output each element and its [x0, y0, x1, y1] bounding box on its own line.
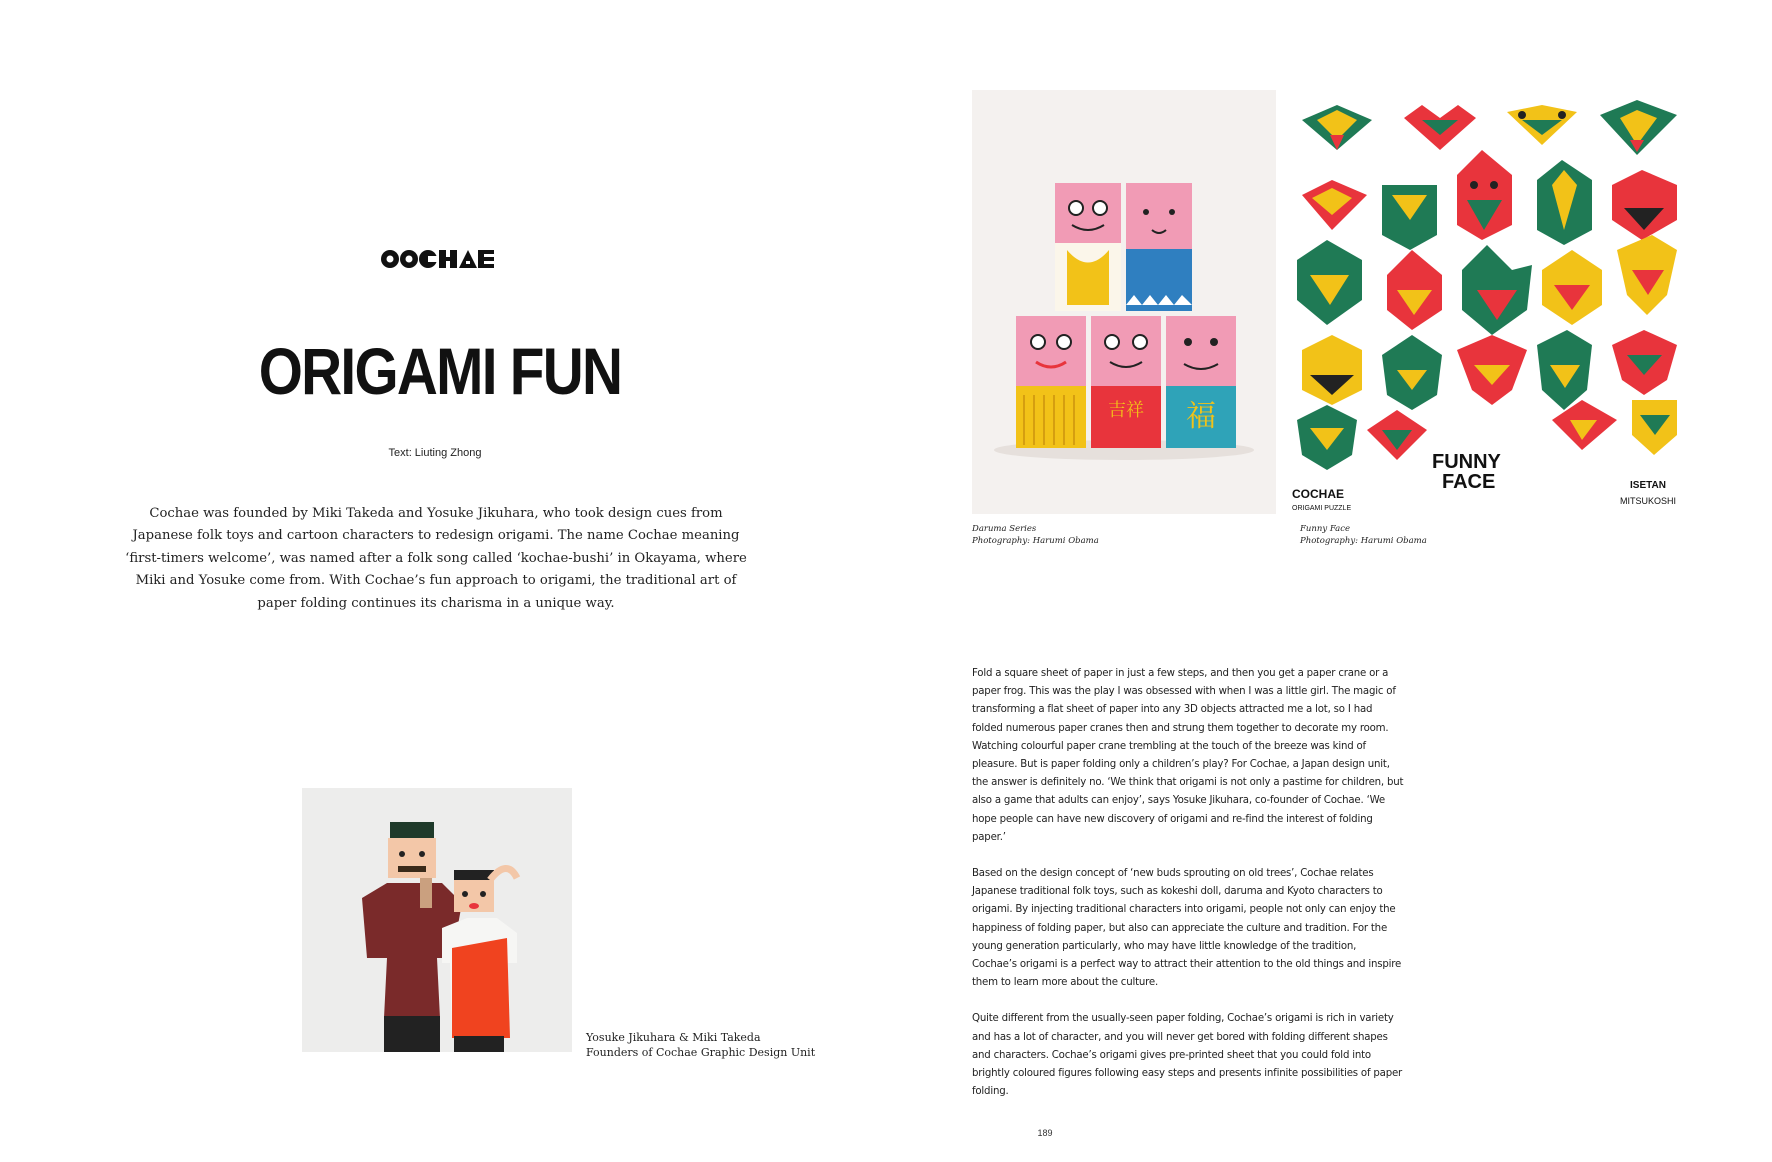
article-body — [972, 665, 1404, 1119]
body-paragraph-3: Quite different from the usually-seen paper folding, Cochae’s origami is rich in variety and has a lot of character, and you will never get bored with folding different shapes and characters. Cochae’s origami gives pre-printed sheet that you could fold into brightly coloured figures following easy steps and presents infinite possibilities of paper folding. — [972, 1013, 1403, 1098]
page-title: ORIGAMI FUN — [258, 334, 622, 408]
intro-paragraph: Cochae was founded by Miki Takeda and Yosuke Jikuhara, who took design cues from Japanese folk toys and cartoon characters to redesign origami. The name Cochae meaning ‘first-timers welcome’, was named after a folk song called ‘kochae-bushi’ in Okayama, where Miki and Yosuke come from. With Cochae’s fun approach to origami, the traditional art of paper folding continues its charisma in a unique way. — [125, 506, 747, 611]
page-number: 189 — [1037, 1128, 1053, 1138]
sheet-store-1: ISETAN — [1630, 480, 1666, 491]
funny-face-caption-title: Funny Face — [1300, 524, 1351, 534]
cochae-logo — [380, 249, 495, 269]
founders-caption-names: Yosuke Jikuhara & Miki Takeda — [586, 1031, 761, 1044]
sheet-brand: COCHAE — [1292, 487, 1345, 501]
funny-face-photo — [1282, 90, 1722, 514]
cochae-logo-mark — [380, 249, 495, 269]
daruma-kanji-1: 吉祥 — [1108, 400, 1144, 421]
sheet-subbrand: ORIGAMI PUZZLE — [1292, 505, 1352, 512]
sheet-title-2: FACE — [1442, 471, 1496, 493]
daruma-caption-credit: Photography: Harumi Obama — [972, 536, 1099, 546]
funny-face-caption — [1300, 523, 1500, 547]
sheet-store-2: MITSUKOSHI — [1620, 496, 1677, 506]
founders-caption-role: Founders of Cochae Graphic Design Unit — [586, 1046, 816, 1059]
sheet-title-1: FUNNY — [1432, 451, 1501, 473]
founders-illustration — [302, 788, 572, 1052]
text-credit: Text: Liuting Zhong — [388, 447, 482, 459]
body-paragraph-1: Fold a square sheet of paper in just a few steps, and then you get a paper crane or a paper frog. This was the play I was obsessed with when I was a little girl. The magic of transforming a flat sheet of paper into any 3D objects attracted me a lot, so I had folded numerous paper cranes then and strung them together to decorate my room. Watching colourful paper crane trembling at the touch of the breeze was kind of pleasure. But is paper folding only a children’s play? For Cochae, a Japan design unit, the answer is definitely no. ‘We think that origami is not only a pastime for children, but also a game that adults can enjoy’, says Yosuke Jikuhara, co-founder of Cochae. ‘We hope people can have new discovery of origami and re-find the interest of folding paper.’ — [972, 668, 1404, 843]
daruma-caption-title: Daruma Series — [972, 524, 1037, 534]
daruma-kanji-2: 福 — [1186, 399, 1216, 434]
founders-photo — [302, 788, 572, 1052]
daruma-photo — [972, 90, 1276, 514]
funny-face-illustration — [1282, 90, 1722, 514]
body-paragraph-2: Based on the design concept of ‘new buds sprouting on old trees’, Cochae relates Japanese traditional folk toys, such as kokeshi doll, daruma and Kyoto characters to origami. By injecting traditional characters into origami, people not only can enjoy the happiness of folding paper, but also can appreciate the culture and tradition. For the young generation particularly, who may have little knowledge of the tradition, Cochae’s origami is a perfect way to attract their attention to the old things and inspire them to learn more about the culture. — [972, 868, 1402, 989]
daruma-illustration — [972, 90, 1276, 514]
founders-caption — [586, 1030, 846, 1060]
funny-face-caption-credit: Photography: Harumi Obama — [1300, 536, 1427, 546]
daruma-caption — [972, 523, 1172, 547]
